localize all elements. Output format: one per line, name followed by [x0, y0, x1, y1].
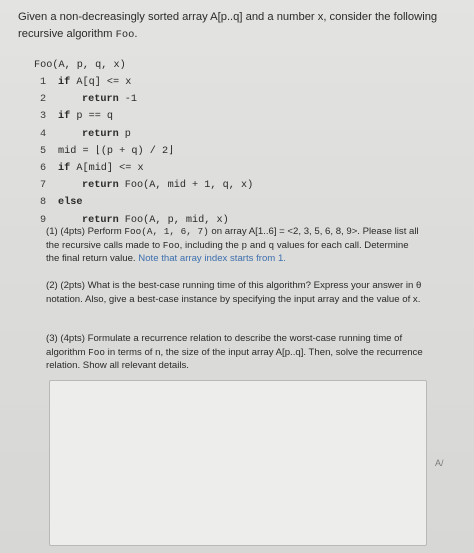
- code-rest: p == q: [70, 111, 114, 123]
- q1-func: Foo: [162, 239, 180, 251]
- code-text: [58, 160, 144, 177]
- q1-mid3: values for each call. Determine the final return value.: [46, 239, 409, 264]
- code-text: [82, 126, 131, 143]
- q1-index-note: Note that array index starts from 1.: [138, 253, 286, 264]
- question-2: (2) (2pts) What is the best-case running time of this algorithm? Express your answer in θ notation. Also, give a best-case instance by specifying the input array and the value of x.: [46, 280, 422, 305]
- q1-and: and: [247, 239, 269, 251]
- code-text: [58, 108, 113, 125]
- q1-call: Foo(A, 1, 6, 7): [124, 226, 209, 237]
- pseudocode-lines: [34, 74, 254, 229]
- q3-prefix: (3) (4pts) Formulate a recurrence relation to describe the worst-case running time of algorithm: [46, 333, 403, 358]
- code-text: [82, 177, 253, 194]
- code-text: [58, 143, 174, 160]
- code-line: [34, 160, 144, 177]
- code-keyword: return: [82, 128, 119, 140]
- code-keyword: return: [82, 94, 119, 106]
- code-keyword: if: [58, 111, 71, 123]
- code-line: [34, 177, 254, 194]
- intro-line-2-suffix: .: [134, 28, 138, 40]
- code-keyword: if: [58, 162, 71, 174]
- code-rest: A[q] <= x: [70, 77, 132, 88]
- code-line: [34, 126, 131, 143]
- q1-p: p: [241, 239, 248, 251]
- code-text: [58, 194, 82, 211]
- line-number: 4: [40, 128, 47, 140]
- question-1: [46, 225, 424, 266]
- code-rest: mid = ⌊(p + q) / 2⌋: [58, 145, 175, 157]
- code-rest: Foo(A, p, mid, x): [118, 214, 229, 226]
- intro-line-2-prefix: recursive algorithm: [18, 28, 116, 40]
- q1-prefix: (1) (4pts) Perform: [46, 226, 125, 237]
- spellcheck-icon[interactable]: A/: [435, 458, 444, 468]
- code-line: [34, 194, 126, 211]
- code-rest: p: [118, 128, 131, 140]
- code-line: [34, 143, 175, 160]
- code-keyword: return: [82, 214, 119, 226]
- answer-text-area[interactable]: [49, 380, 427, 546]
- code-line: [34, 74, 132, 91]
- problem-intro: [18, 9, 458, 44]
- pseudocode-block: [34, 57, 254, 229]
- line-number: 8: [40, 197, 47, 209]
- code-line: [34, 108, 126, 125]
- code-line: [34, 91, 138, 108]
- q1-q: q: [268, 239, 275, 251]
- code-keyword: if: [58, 77, 71, 88]
- line-number: 3: [40, 111, 47, 123]
- q3-suffix: in terms of n, the size of the input array A[p..q]. Then, solve the recurrence relation. Show all relevant details.: [46, 346, 423, 371]
- intro-line-2: [18, 26, 458, 44]
- question-3: [46, 332, 424, 373]
- code-keyword: return: [82, 180, 119, 192]
- code-keyword: else: [58, 197, 83, 209]
- code-rest: Foo(A, mid + 1, q, x): [118, 180, 254, 192]
- line-number: 2: [40, 94, 47, 106]
- q1-mid1: on array A[1..6] = <2, 3, 5, 6, 8, 9>. Please list all the recursive calls made to: [46, 226, 419, 251]
- line-number: 1: [40, 77, 47, 88]
- line-number: 5: [40, 145, 47, 157]
- line-number: 7: [40, 180, 47, 192]
- code-rest: A[mid] <= x: [70, 162, 144, 174]
- code-text: [58, 74, 131, 91]
- code-rest: -1: [118, 94, 138, 106]
- intro-func-name: Foo: [115, 29, 135, 41]
- q1-mid2: , including the: [179, 239, 242, 251]
- q3-func: Foo: [88, 346, 106, 358]
- line-number: 9: [40, 214, 47, 226]
- line-number: 6: [40, 162, 47, 174]
- code-text: [82, 91, 137, 108]
- pseudocode-header: Foo(A, p, q, x): [34, 60, 126, 71]
- intro-line-1: Given a non-decreasingly sorted array A[p..q] and a number x, consider the following: [18, 11, 438, 23]
